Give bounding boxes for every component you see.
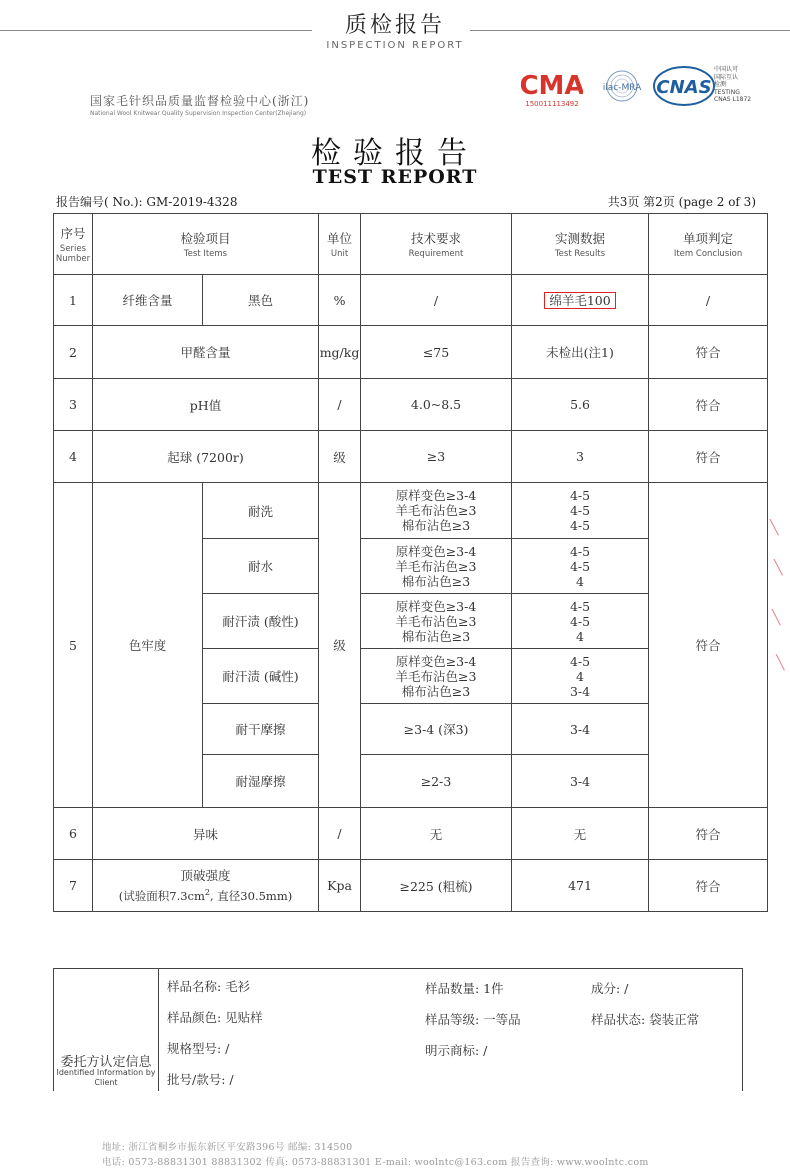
table-row: 耐水 原样变色≥3-4 羊毛布沾色≥3 棉布沾色≥3 4-5 4-5 4 — [54, 539, 768, 594]
stamp-mark: ╲ — [772, 610, 781, 626]
sample-quantity: 样品数量: 1件 — [425, 981, 504, 996]
ilac-mra-logo — [597, 68, 647, 104]
client-label-cn: 委托方认定信息 — [60, 1055, 152, 1070]
stamp-mark: ╲ — [770, 520, 779, 536]
table-row: 1 纤维含量 黑色 % / 绵羊毛100 / — [54, 275, 768, 326]
sample-state: 样品状态: 袋装正常 — [591, 1012, 700, 1027]
sample-color: 样品颜色: 见贴样 — [167, 1010, 263, 1025]
report-title-cn: 检验报告 — [311, 136, 479, 171]
footer-address: 地址: 浙江省桐乡市振东新区平安路396号 邮编: 314500 — [102, 1142, 353, 1153]
ilac-text: ilac-MRA — [602, 83, 642, 93]
table-row: 5 色牢度 耐洗 级 原样变色≥3-4 羊毛布沾色≥3 棉布沾色≥3 4-5 4-5 4-5 符合 — [54, 483, 768, 539]
client-divider — [158, 969, 159, 1091]
batch-number: 批号/款号: / — [167, 1072, 234, 1087]
stamp-mark: ╲ — [776, 655, 785, 671]
client-info-section — [53, 968, 743, 1091]
report-number: 报告编号( No.): GM-2019-4328 — [56, 195, 238, 209]
stamp-mark: ╲ — [774, 560, 783, 576]
org-name-cn: 国家毛针织品质量监督检验中心(浙江) — [90, 94, 310, 108]
table-header-row — [54, 214, 768, 275]
table-row: 耐湿摩擦 ≥2-3 3-4 — [54, 755, 768, 808]
col-series: 序号 Series Number — [54, 214, 93, 275]
cnas-text: CNAS — [656, 77, 712, 98]
col-requirement: 技术要求 Requirement — [361, 214, 512, 275]
sample-grade: 样品等级: 一等品 — [425, 1012, 521, 1027]
org-name-en: National Wool Knitwear Quality Supervision Inspection Center(Zhejiang) — [90, 110, 307, 117]
header-title: 质检报告 — [344, 13, 445, 38]
col-test-results: 实测数据 Test Results — [512, 214, 649, 275]
cma-logo — [521, 64, 583, 108]
table-row: 6 异味 / 无 无 符合 — [54, 808, 768, 860]
header-subtitle: INSPECTION REPORT — [326, 40, 464, 51]
sample-name: 样品名称: 毛衫 — [167, 979, 251, 994]
footer-contact: 电话: 0573-88831301 88831302 传真: 0573-88831301 E-mail: woolntc@163.com 报告查询: www.woolntc.com — [102, 1157, 649, 1168]
col-test-items: 检验项目 Test Items — [93, 214, 319, 275]
cma-number: 150011113492 — [525, 100, 579, 108]
col-conclusion: 单项判定 Item Conclusion — [649, 214, 768, 275]
model-spec: 规格型号: / — [167, 1041, 230, 1056]
table-row: 7 顶破强度 (试验面积$7.3cm^2$, 直径30.5mm) Kpa ≥225 (粗梳) 471 符合 — [54, 860, 768, 912]
cnas-caption: 中国认可 国际互认 检测 TESTING CNAS L1872 — [714, 66, 752, 103]
composition: 成分: / — [591, 981, 629, 996]
table-row: 2 甲醛含量 mg/kg ≤75 未检出(注1) 符合 — [54, 326, 768, 379]
table-row: 耐干摩擦 ≥3-4 (深3) 3-4 — [54, 704, 768, 755]
cnas-logo — [652, 64, 716, 108]
test-results-table — [53, 213, 768, 912]
table-row: 耐汗渍 (酸性) 原样变色≥3-4 羊毛布沾色≥3 棉布沾色≥3 4-5 4-5 4 — [54, 594, 768, 649]
client-label-en: Identified Information by Client — [56, 1068, 156, 1087]
table-row: 3 pH值 / 4.0~8.5 5.6 符合 — [54, 379, 768, 431]
brand: 明示商标: / — [425, 1043, 488, 1058]
col-unit: 单位 Unit — [319, 214, 361, 275]
cma-logo-text: CMA — [521, 71, 583, 101]
table-row: 4 起球 (7200r) 级 ≥3 3 符合 — [54, 431, 768, 483]
page-indicator: 共3页 第2页 (page 2 of 3) — [607, 195, 756, 209]
report-title-en: TEST REPORT — [312, 166, 478, 188]
highlighted-result: 绵羊毛100 — [544, 292, 615, 309]
table-row: 耐汗渍 (碱性) 原样变色≥3-4 羊毛布沾色≥3 棉布沾色≥3 4-5 4 3-4 — [54, 649, 768, 704]
